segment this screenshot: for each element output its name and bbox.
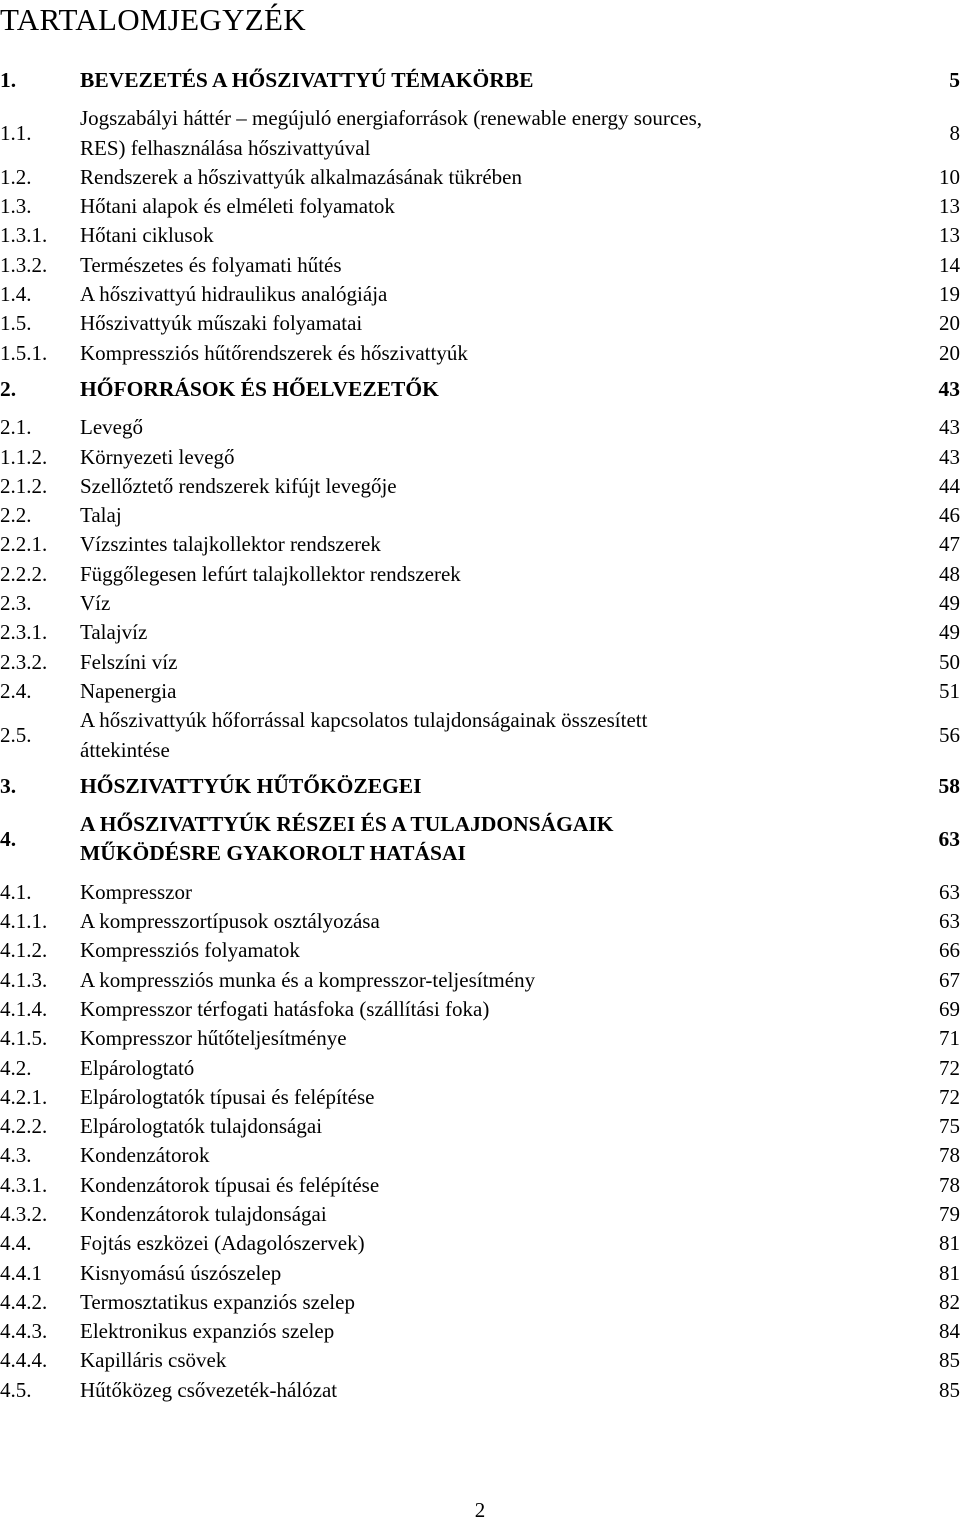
toc-entry-title-line: Hőszivattyúk műszaki folyamatai bbox=[80, 311, 363, 336]
toc-entry-number: 2. bbox=[0, 376, 17, 401]
toc-entry-title bbox=[80, 878, 900, 907]
toc-entry-number: 4.2. bbox=[0, 1055, 32, 1080]
toc-entry-title bbox=[80, 375, 900, 404]
toc-entry-number: 2.3.2. bbox=[0, 649, 48, 674]
toc-entry-title-line: A kompressziós munka és a kompresszor-teljesítmény bbox=[80, 967, 536, 992]
toc-entry-page: 47 bbox=[939, 532, 960, 557]
toc-entry-page: 20 bbox=[939, 311, 960, 336]
toc-entry-number: 4.5. bbox=[0, 1377, 32, 1402]
toc-entry-title-line: HŐSZIVATTYÚK HŰTŐKÖZEGEI bbox=[80, 773, 422, 798]
toc-entry-page: 13 bbox=[939, 223, 960, 248]
toc-entry[interactable] bbox=[0, 1259, 960, 1288]
toc-chapter-entry[interactable] bbox=[0, 66, 960, 95]
toc-entry-title-line: Víz bbox=[80, 591, 111, 616]
toc-entry-number: 4.1.3. bbox=[0, 967, 48, 992]
toc-entry-title bbox=[80, 1229, 900, 1258]
toc-entry-title bbox=[80, 706, 900, 765]
toc-entry-page: 43 bbox=[939, 415, 960, 440]
toc-chapter-entry[interactable] bbox=[0, 375, 960, 404]
toc-entry-title bbox=[80, 1317, 900, 1346]
toc-entry-page: 66 bbox=[939, 938, 960, 963]
toc-entry-title-line: Kompressziós folyamatok bbox=[80, 938, 300, 963]
toc-entry-title-line: Kompresszor bbox=[80, 879, 192, 904]
toc-entry-page: 67 bbox=[939, 967, 960, 992]
toc-entry-title bbox=[80, 1288, 900, 1317]
toc-entry[interactable] bbox=[0, 936, 960, 965]
toc-entry-title-line: Szellőztető rendszerek kifújt levegője bbox=[80, 473, 397, 498]
toc-chapter-entry[interactable] bbox=[0, 810, 960, 869]
toc-entry-title-line: Termosztatikus expanziós szelep bbox=[80, 1289, 355, 1314]
toc-entry-number: 2.2. bbox=[0, 503, 32, 528]
toc-entry-page: 8 bbox=[949, 120, 960, 145]
toc-entry-page: 85 bbox=[939, 1348, 960, 1373]
toc-entry-number: 2.3.1. bbox=[0, 620, 48, 645]
toc-entry[interactable] bbox=[0, 1024, 960, 1053]
toc-entry-number: 1.3.1. bbox=[0, 223, 48, 248]
toc-entry[interactable] bbox=[0, 1376, 960, 1405]
toc-entry-number: 4.1. bbox=[0, 879, 32, 904]
toc-entry-title bbox=[80, 530, 900, 559]
toc-entry-number: 4.4.1 bbox=[0, 1260, 42, 1285]
toc-entry-title-line: Kapilláris csövek bbox=[80, 1348, 227, 1373]
toc-entry-number: 4.4.3. bbox=[0, 1319, 48, 1344]
toc-entry[interactable] bbox=[0, 163, 960, 192]
toc-entry-title-line: RES) felhasználása hőszivattyúval bbox=[80, 135, 371, 160]
toc-entry-page: 13 bbox=[939, 194, 960, 219]
toc-entry-title bbox=[80, 104, 900, 163]
toc-entry-title bbox=[80, 966, 900, 995]
toc-entry-title bbox=[80, 677, 900, 706]
toc-entry-page: 56 bbox=[939, 722, 960, 747]
toc-entry-number: 1.5.1. bbox=[0, 340, 48, 365]
toc-entry-number: 1.2. bbox=[0, 164, 32, 189]
toc-entry-number: 2.1. bbox=[0, 415, 32, 440]
toc-entry-title bbox=[80, 1083, 900, 1112]
toc-entry-title bbox=[80, 589, 900, 618]
toc-entry[interactable] bbox=[0, 443, 960, 472]
toc-entry[interactable] bbox=[0, 1083, 960, 1112]
toc-entry-number: 4.4.2. bbox=[0, 1289, 48, 1314]
toc-entry-page: 63 bbox=[939, 909, 960, 934]
toc-entry-number: 4.1.4. bbox=[0, 996, 48, 1021]
toc-entry-page: 5 bbox=[949, 68, 960, 92]
toc-entry-title-line: Jogszabályi háttér – megújuló energiaforrások (renewable energy sources, bbox=[80, 106, 702, 131]
toc-entry-page: 71 bbox=[939, 1026, 960, 1051]
toc-entry-title bbox=[80, 1112, 900, 1141]
toc-entry-title bbox=[80, 1346, 900, 1375]
toc-entry-title-line: Hűtőközeg csővezeték-hálózat bbox=[80, 1377, 338, 1402]
toc-entry[interactable] bbox=[0, 878, 960, 907]
toc-entry[interactable] bbox=[0, 1200, 960, 1229]
toc-entry[interactable] bbox=[0, 104, 960, 163]
toc-entry-title bbox=[80, 413, 900, 442]
toc-entry-page: 50 bbox=[939, 649, 960, 674]
toc-entry-page: 72 bbox=[939, 1055, 960, 1080]
toc-entry-page: 10 bbox=[939, 164, 960, 189]
toc-entry-title bbox=[80, 560, 900, 589]
toc-entry-title-line: Hőtani ciklusok bbox=[80, 223, 214, 248]
toc-entry-page: 49 bbox=[939, 620, 960, 645]
toc-entry-title-line: Levegő bbox=[80, 415, 143, 440]
toc-entry[interactable] bbox=[0, 907, 960, 936]
toc-entry-title-line: Kisnyomású úszószelep bbox=[80, 1260, 282, 1285]
page-number: 2 bbox=[474, 1498, 486, 1522]
toc-entry-page: 43 bbox=[939, 444, 960, 469]
table-of-contents bbox=[0, 66, 960, 1405]
toc-entry-number: 4.3.2. bbox=[0, 1201, 48, 1226]
toc-entry-number: 1.3.2. bbox=[0, 252, 48, 277]
toc-entry-number: 1.1. bbox=[0, 120, 32, 145]
toc-entry-number: 2.1.2. bbox=[0, 473, 48, 498]
toc-entry-page: 79 bbox=[939, 1201, 960, 1226]
toc-entry-title-line: Felszíni víz bbox=[80, 649, 178, 674]
toc-entry-title bbox=[80, 221, 900, 250]
toc-entry[interactable] bbox=[0, 648, 960, 677]
toc-entry-number: 1. bbox=[0, 68, 17, 92]
toc-entry-number: 2.3. bbox=[0, 591, 32, 616]
toc-entry-title-line: Elpárologtatók tulajdonságai bbox=[80, 1114, 323, 1139]
toc-entry[interactable] bbox=[0, 1288, 960, 1317]
toc-entry-number: 2.5. bbox=[0, 722, 32, 747]
toc-entry[interactable] bbox=[0, 192, 960, 221]
toc-entry-title-line: Kondenzátorok típusai és felépítése bbox=[80, 1172, 380, 1197]
toc-entry-title-line: A hőszivattyúk hőforrással kapcsolatos tulajdonságainak összesített bbox=[80, 708, 648, 733]
toc-entry[interactable] bbox=[0, 589, 960, 618]
toc-entry-title-line: Talaj bbox=[80, 503, 122, 528]
toc-entry-page: 63 bbox=[939, 879, 960, 904]
toc-entry-number: 1.1.2. bbox=[0, 444, 48, 469]
toc-entry-title-line: áttekintése bbox=[80, 737, 170, 762]
toc-entry-title bbox=[80, 1171, 900, 1200]
toc-entry-title-line: Rendszerek a hőszivattyúk alkalmazásának tükrében bbox=[80, 164, 522, 189]
toc-entry-number: 4.2.1. bbox=[0, 1084, 48, 1109]
toc-entry-title-line: Kompresszor hűtőteljesítménye bbox=[80, 1026, 347, 1051]
toc-entry-number: 2.2.2. bbox=[0, 561, 48, 586]
toc-entry-title bbox=[80, 163, 900, 192]
toc-entry-title-line: A kompresszortípusok osztályozása bbox=[80, 909, 380, 934]
toc-entry-page: 44 bbox=[939, 473, 960, 498]
toc-entry-page: 69 bbox=[939, 996, 960, 1021]
toc-entry[interactable] bbox=[0, 618, 960, 647]
toc-entry[interactable] bbox=[0, 1229, 960, 1258]
toc-entry-title bbox=[80, 501, 900, 530]
toc-entry-title bbox=[80, 995, 900, 1024]
toc-entry-title-line: Talajvíz bbox=[80, 620, 148, 645]
toc-entry-title bbox=[80, 192, 900, 221]
toc-entry[interactable] bbox=[0, 560, 960, 589]
toc-entry-number: 4.3. bbox=[0, 1143, 32, 1168]
toc-entry-page: 46 bbox=[939, 503, 960, 528]
toc-entry-page: 72 bbox=[939, 1084, 960, 1109]
toc-entry[interactable] bbox=[0, 677, 960, 706]
toc-entry-title-line: BEVEZETÉS A HŐSZIVATTYÚ TÉMAKÖRBE bbox=[80, 68, 534, 92]
toc-entry[interactable] bbox=[0, 1317, 960, 1346]
toc-entry[interactable] bbox=[0, 706, 960, 765]
toc-entry-number: 3. bbox=[0, 773, 17, 798]
toc-entry-page: 49 bbox=[939, 591, 960, 616]
toc-entry-title bbox=[80, 280, 900, 309]
toc-entry-title bbox=[80, 1141, 900, 1170]
toc-entry-title bbox=[80, 772, 900, 801]
toc-entry[interactable] bbox=[0, 1346, 960, 1375]
toc-entry-page: 19 bbox=[939, 282, 960, 307]
toc-entry-page: 85 bbox=[939, 1377, 960, 1402]
toc-entry-page: 20 bbox=[939, 340, 960, 365]
toc-entry-title bbox=[80, 443, 900, 472]
toc-entry-number: 2.4. bbox=[0, 678, 32, 703]
toc-entry-page: 14 bbox=[939, 252, 960, 277]
toc-entry[interactable] bbox=[0, 280, 960, 309]
toc-entry-page: 58 bbox=[938, 773, 960, 798]
toc-entry-page: 84 bbox=[939, 1319, 960, 1344]
toc-entry-title bbox=[80, 1054, 900, 1083]
toc-entry-number: 4.1.5. bbox=[0, 1026, 48, 1051]
toc-entry-title-line: Elpárologtató bbox=[80, 1055, 195, 1080]
toc-entry[interactable] bbox=[0, 251, 960, 280]
page-title: TARTALOMJEGYZÉK bbox=[0, 2, 306, 37]
toc-entry-number: 1.5. bbox=[0, 311, 32, 336]
toc-entry-title-line: A hőszivattyú hidraulikus analógiája bbox=[80, 282, 388, 307]
toc-entry[interactable] bbox=[0, 530, 960, 559]
toc-entry-title-line: Vízszintes talajkollektor rendszerek bbox=[80, 532, 381, 557]
toc-entry-title-line: Környezeti levegő bbox=[80, 444, 235, 469]
toc-entry-page: 51 bbox=[939, 678, 960, 703]
toc-entry-number: 2.2.1. bbox=[0, 532, 48, 557]
toc-entry[interactable] bbox=[0, 1054, 960, 1083]
toc-entry[interactable] bbox=[0, 472, 960, 501]
toc-entry-title-line: Természetes és folyamati hűtés bbox=[80, 252, 342, 277]
toc-entry-number: 1.4. bbox=[0, 282, 32, 307]
toc-entry-number: 4.1.2. bbox=[0, 938, 48, 963]
toc-entry-page: 82 bbox=[939, 1289, 960, 1314]
toc-entry-number: 4.1.1. bbox=[0, 909, 48, 934]
toc-entry-title-line: Elpárologtatók típusai és felépítése bbox=[80, 1084, 375, 1109]
toc-entry-title bbox=[80, 1200, 900, 1229]
toc-entry-page: 63 bbox=[938, 826, 960, 851]
toc-entry-page: 75 bbox=[939, 1114, 960, 1139]
toc-entry-title bbox=[80, 618, 900, 647]
toc-entry-title bbox=[80, 1024, 900, 1053]
toc-entry-title bbox=[80, 66, 900, 95]
toc-entry[interactable] bbox=[0, 501, 960, 530]
toc-entry-title-line: Kompresszor térfogati hatásfoka (szállítási foka) bbox=[80, 996, 490, 1021]
toc-entry[interactable] bbox=[0, 413, 960, 442]
toc-entry[interactable] bbox=[0, 1141, 960, 1170]
toc-entry-page: 48 bbox=[939, 561, 960, 586]
toc-entry-title bbox=[80, 648, 900, 677]
toc-entry-title-line: A HŐSZIVATTYÚK RÉSZEI ÉS A TULAJDONSÁGAIK bbox=[80, 812, 614, 837]
toc-entry-page: 81 bbox=[939, 1260, 960, 1285]
toc-entry-title-line: MŰKÖDÉSRE GYAKOROLT HATÁSAI bbox=[80, 841, 466, 866]
toc-entry[interactable] bbox=[0, 339, 960, 368]
toc-entry-title-line: Kondenzátorok tulajdonságai bbox=[80, 1201, 327, 1226]
toc-entry-title bbox=[80, 907, 900, 936]
toc-entry-title-line: Hőtani alapok és elméleti folyamatok bbox=[80, 194, 395, 219]
toc-entry-title-line: Kompressziós hűtőrendszerek és hőszivattyúk bbox=[80, 340, 468, 365]
toc-entry-page: 78 bbox=[939, 1143, 960, 1168]
toc-entry[interactable] bbox=[0, 309, 960, 338]
toc-entry-title-line: HŐFORRÁSOK ÉS HŐELVEZETŐK bbox=[80, 376, 439, 401]
toc-entry-title bbox=[80, 1259, 900, 1288]
toc-entry-title bbox=[80, 339, 900, 368]
toc-entry-page: 43 bbox=[938, 376, 960, 401]
toc-entry-title bbox=[80, 1376, 900, 1405]
toc-entry[interactable] bbox=[0, 1171, 960, 1200]
toc-entry[interactable] bbox=[0, 1112, 960, 1141]
toc-entry-title-line: Napenergia bbox=[80, 678, 177, 703]
toc-entry-page: 81 bbox=[939, 1231, 960, 1256]
toc-entry-title bbox=[80, 810, 900, 869]
toc-entry-title bbox=[80, 936, 900, 965]
toc-entry-title bbox=[80, 309, 900, 338]
toc-entry-title-line: Fojtás eszközei (Adagolószervek) bbox=[80, 1231, 365, 1256]
toc-entry-number: 4.4.4. bbox=[0, 1348, 48, 1373]
toc-entry-title-line: Elektronikus expanziós szelep bbox=[80, 1319, 335, 1344]
toc-entry[interactable] bbox=[0, 966, 960, 995]
toc-entry-title-line: Függőlegesen lefúrt talajkollektor rendszerek bbox=[80, 561, 461, 586]
toc-entry-title bbox=[80, 251, 900, 280]
toc-entry[interactable] bbox=[0, 221, 960, 250]
toc-entry-page: 78 bbox=[939, 1172, 960, 1197]
toc-entry-number: 4.4. bbox=[0, 1231, 32, 1256]
toc-entry-title-line: Kondenzátorok bbox=[80, 1143, 210, 1168]
toc-entry-number: 4.3.1. bbox=[0, 1172, 48, 1197]
toc-entry[interactable] bbox=[0, 995, 960, 1024]
toc-entry-number: 1.3. bbox=[0, 194, 32, 219]
toc-entry-number: 4.2.2. bbox=[0, 1114, 48, 1139]
toc-chapter-entry[interactable] bbox=[0, 772, 960, 801]
toc-entry-number: 4. bbox=[0, 826, 17, 851]
toc-entry-title bbox=[80, 472, 900, 501]
